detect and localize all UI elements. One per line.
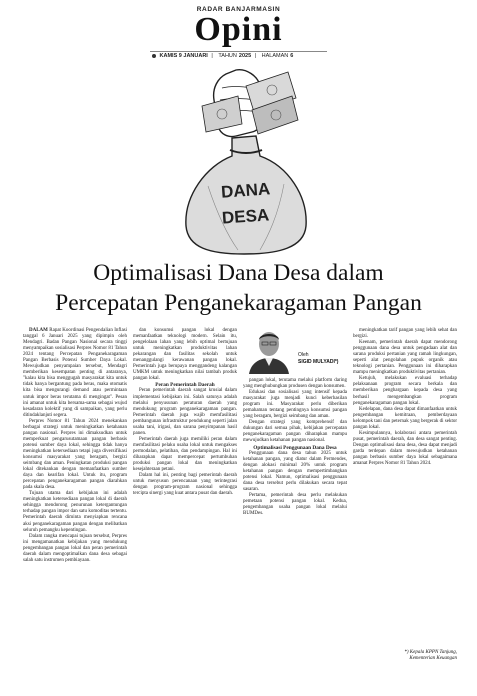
article-column-4	[353, 328, 457, 467]
year: 2025	[238, 53, 252, 59]
divider: |	[254, 53, 257, 59]
paragraph: DALAM Rapat Koordinasi Pengendalian Inflasi tanggal 6 Januari 2025 yang dipimpin oleh Mendagri. Badan Pangan Nasional secara tinggi menyampaikan sosialisasi Perpres Nomor 81 Tahun 2024 tentang Percepatan Penganekaragaman Pangan Berbasis Potensi Sumber Daya Lokal. Mewujudkan penyampaian tersebut, Mendagri memberikan kesempatan penting di antaranya, "kalau kita bisa menggugah masyarakat kita untuk tidak hanya bergantung pada beras, maka otomatis kita bisa mengurangi demand atau permintaan untuk impor beras terutama di mengingat". Pesan ini amanat untuk kita bersama-sama sebagai wujud kesadaran kolektif yang di sampaikan, yang perlu ditindaklanjuti segera.	[23, 328, 127, 418]
article-headline	[40, 258, 437, 318]
paragraph: Penggunaan dana desa tahun 2025 untuk ketahanan pangan, yang diatur dalam Permendes, dengan alokasi minimal 20% untuk program ketahanan pangan dengan mempertimbangkan potensi lokal. Namun, optimalisasi penggunaan dana desa tersebut perlu dilakukan secara tepat sasaran.	[243, 450, 347, 492]
paragraph: Pemerintah daerah juga memiliki peran dalam memfasilitasi pelaku usaha lokal untuk mengakses permodalan, pelatihan, dan pendampingan. Hal ini diharapkan dapat mempercepat pertumbuhan produksi pangan lokal dan meningkatkan kesejahteraan petani.	[133, 436, 237, 473]
article-column-1	[23, 328, 127, 564]
headline-line-1: Optimalisasi Dana Desa dalam	[93, 260, 384, 286]
article-column-2	[133, 328, 237, 497]
author-prefix: Oleh	[298, 352, 309, 358]
subheading: Optimalisasi Penggunaan Dana Desa	[253, 444, 337, 451]
paragraph: Perpres Nomor 81 Tahun 2024 menekankan berbagai strategi untuk meningkatkan ketahanan pangan nasional. Perpres ini dimaksudkan untuk memperkuat pengarusutamaan pangan berbasis potensi sumber daya lokal, sehingga tidak hanya meningkatkan ketersediaan tetapi juga diversifikasi konsumsi masyarakat yang beragam, bergizi seimbang dan aman. Peningkatan produksi pangan lokal ditekankan dengan memanfaatkan sumber daya dan kearifan lokal. Untuk itu, program percepatan penganekaragaman pangan diarahkan pada skala desa.	[23, 418, 127, 491]
author-byline	[298, 352, 338, 366]
masthead-rule	[150, 51, 327, 52]
page-number: 6	[290, 53, 294, 59]
paragraph: Dalam rangka mencapai tujuan tersebut, Perpres ini mengamanatkan kebijakan yang mendukung pengembangan pangan lokal dan peran pemerintah daerah dalam mengoptimalkan dana desa sebagai salah satu instrumen pembiayaan.	[23, 533, 127, 563]
paragraph: Kedelapan, dana desa dapat dimanfaatkan untuk pengembangan kemitraan, pemberdayaan kelompok tani dan peternak yang bergerak di sektor pangan lokal.	[353, 406, 457, 430]
dot-icon	[152, 54, 156, 58]
paragraph: Keenam, pemerintah daerah dapat mendorong penggunaan dana desa untuk pengadaan alat dan sarana produksi pertanian yang ramah lingkungan, seperti alat pengolahan pupuk organik atau teknologi pertanian. Penggunaan ini diharapkan mampu meningkatkan produktivitas pertanian.	[353, 340, 457, 376]
subheading: Peran Pemerintah Daerah	[155, 382, 215, 389]
bag-icon	[186, 136, 306, 254]
newspaper-brand: RADAR BANJARMASIN	[196, 6, 281, 13]
paragraph: Pertama, pemerintah desa perlu melakukan pemetaan potensi pangan lokal. Kedua, pengembangan usaha pangan lokal melalui BUMDes.	[243, 492, 347, 517]
paragraph: Kesimpulannya, kolaborasi antara pemerintah pusat, pemerintah daerah, dan desa sangat penting. Dengan optimalisasi dana desa, desa dapat menjadi garda terdepan dalam mewujudkan ketahanan pangan berbasis sumber daya lokal sebagaimana amanat Perpres Nomor 81 Tahun 2024.	[353, 430, 457, 467]
paragraph: dan konsumsi pangan lokal dengan memanfaatkan teknologi modern. Selain itu, pengelolaan lahan yang lebih optimal bertujuan untuk meningkatkan produktivitas lahan pekarangan dan fasilitas sekolah untuk menanggulangi kerawanan pangan lokal. Pemerintah juga berupaya menggandeng kalangan UMKM untuk meningkatkan nilai tambah produk pangan lokal.	[133, 328, 237, 382]
headline-line-2: Percepatan Penganekaragaman Pangan	[55, 290, 422, 316]
paragraph: meningkatkan tarif pangan yang lebih sehat dan bergizi.	[353, 328, 457, 340]
author-name: SIGID MULYADI*)	[298, 359, 339, 365]
bag-label-2: DESA	[221, 205, 270, 228]
author-institution: Kementerian Keuangan	[409, 656, 457, 661]
bag-label-1: DANA	[220, 179, 271, 202]
paragraph: Tujuan utama dari kebijakan ini adalah meningkatkan ketersediaan pangan lokal di daerah sehingga mendorong penurunan ketergantungan terhadap pangan impor dan satu komoditas tertentu. Pemerintah daerah diminta menyiapkan rencana aksi penganekaragaman pangan dengan melibatkan seluruh pemangku kepentingan.	[23, 491, 127, 533]
paragraph: Peran pemerintah daerah sangat krusial dalam implementasi kebijakan ini. Salah satunya adalah melalui penyusunan peraturan daerah yang mendukung program penganekaragaman pangan. Pemerintah daerah juga wajib memfasilitasi pembangunan infrastruktur pendukung seperti jalan usaha tani, irigasi, dan sarana penyimpanan hasil panen.	[133, 388, 237, 436]
date: 9 JANUARI	[178, 53, 208, 59]
author-signature	[353, 650, 457, 662]
author-photo	[243, 322, 295, 374]
article-column-3	[243, 378, 347, 517]
section-title: Opini	[194, 11, 283, 48]
paragraph: Dengan strategi yang komprehensif dan dukungan dari semua pihak, kebijakan percepatan penganekaragaman pangan diharapkan mampu mewujudkan ketahanan pangan nasional.	[243, 420, 347, 444]
masthead	[0, 0, 477, 60]
money-bag-illustration	[148, 66, 344, 256]
dateline-lead: DALAM	[29, 328, 50, 333]
paragraph: Dalam hal ini, penting bagi pemerintah daerah untuk menyusun perencanaan yang terintegrasi dengan program-program nasional sehingga tercipta sinergi yang kuat antara pusat dan daerah.	[133, 473, 237, 497]
paragraph: pangan lokal, terutama melalui platform daring yang menghubungkan produsen dengan konsumen.	[243, 378, 347, 390]
dateline	[150, 53, 327, 61]
year-label: TAHUN	[218, 53, 237, 59]
author-title: *) Kepala KPPN Tanjung,	[404, 650, 457, 655]
divider: |	[211, 53, 213, 59]
paragraph: Ketujuh, melakukan evaluasi terhadap pelaksanaan program secara berkala dan memberikan penghargaan kepada desa yang berhasil mengembangkan program penganekaragaman pangan lokal.	[353, 376, 457, 406]
page-label: HALAMAN	[261, 53, 289, 59]
day: KAMIS	[159, 53, 178, 59]
paragraph: Edukasi dan sosialisasi yang intensif kepada masyarakat juga menjadi kunci keberhasilan program ini. Masyarakat perlu diberikan pemahaman tentang pentingnya konsumsi pangan yang beragam, bergizi seimbang dan aman.	[243, 390, 347, 420]
